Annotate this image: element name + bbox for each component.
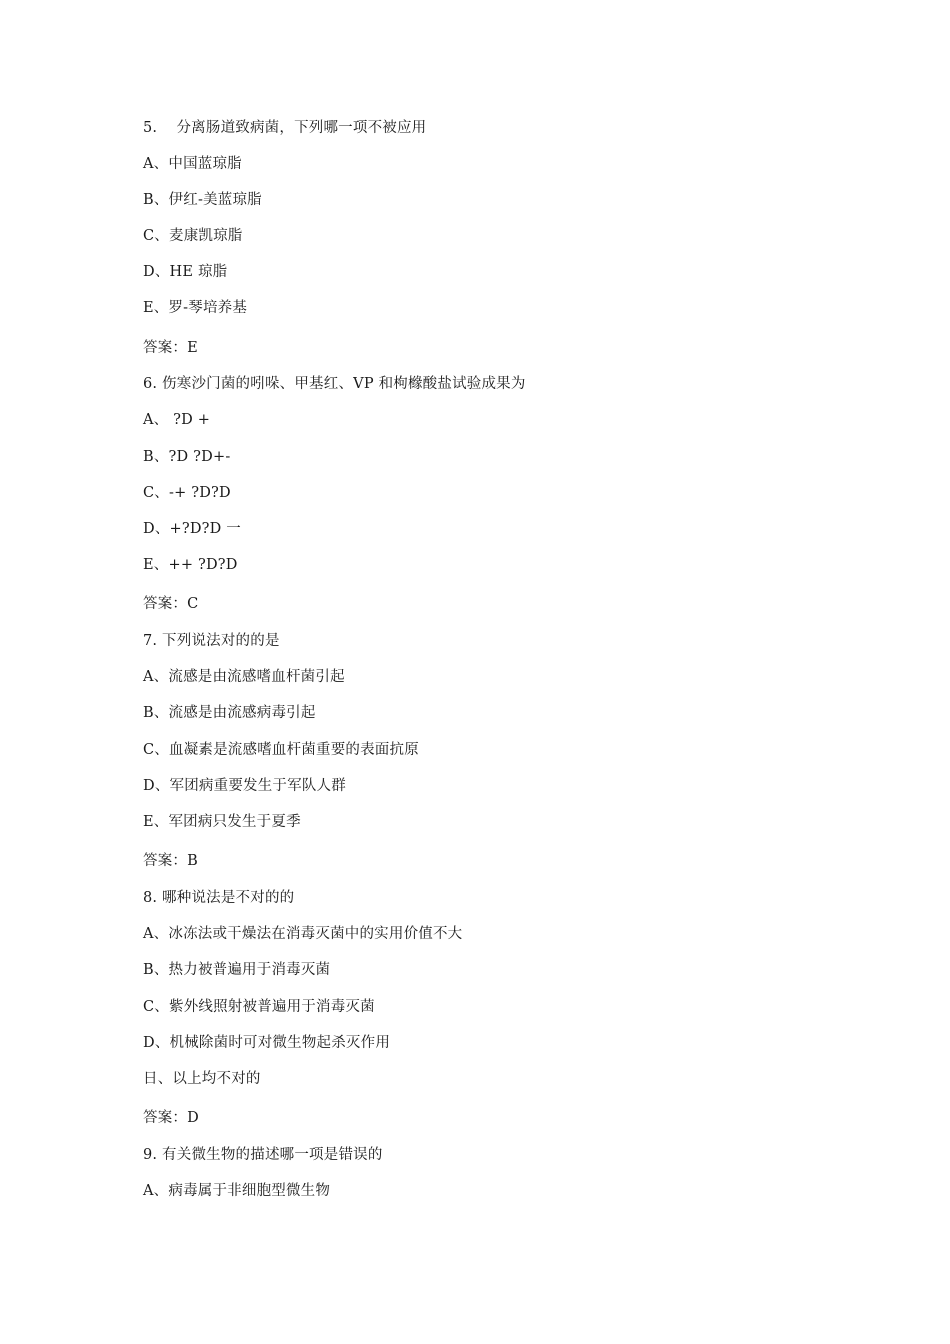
- question-5-option-a: A、中国蓝琼脂: [143, 156, 242, 172]
- question-8-stem: 8. 哪种说法是不对的的: [143, 890, 295, 906]
- question-7-option-e: E、军团病只发生于夏季: [143, 814, 301, 830]
- question-8-option-c: C、紫外线照射被普遍用于消毒灭菌: [143, 999, 375, 1015]
- question-6-option-a: A、 ?D +: [143, 412, 211, 428]
- question-7-option-b: B、流感是由流感病毒引起: [143, 705, 316, 721]
- question-6-answer: 答案：C: [143, 596, 199, 612]
- question-8-option-a: A、冰冻法或干燥法在消毒灭菌中的实用价值不大: [143, 926, 463, 942]
- question-8-option-e: 日、以上均不对的: [143, 1071, 261, 1087]
- question-8-option-b: B、热力被普遍用于消毒灭菌: [143, 962, 331, 978]
- question-6-option-c: C、-+ ?D?D: [143, 485, 231, 501]
- question-8-option-d: D、机械除菌时可对微生物起杀灭作用: [143, 1035, 391, 1051]
- question-5-answer: 答案：E: [143, 340, 198, 356]
- question-7-stem: 7. 下列说法对的的是: [143, 633, 280, 649]
- question-9-stem: 9. 有关微生物的描述哪一项是错误的: [143, 1147, 383, 1163]
- question-6-stem: 6. 伤寒沙门菌的吲哚、甲基红、VP 和枸橼酸盐试验成果为: [143, 376, 526, 392]
- question-5-option-e: E、罗-琴培养基: [143, 300, 248, 316]
- question-6-option-d: D、+?D?D 一: [143, 521, 241, 537]
- question-5-option-c: C、麦康凯琼脂: [143, 228, 243, 244]
- question-7-option-d: D、军团病重要发生于军队人群: [143, 778, 346, 794]
- question-6-option-e: E、++ ?D?D: [143, 557, 238, 573]
- question-5-option-d: D、HE 琼脂: [143, 264, 228, 280]
- question-7-answer: 答案：B: [143, 853, 198, 869]
- question-7-option-c: C、血凝素是流感嗜血杆菌重要的表面抗原: [143, 742, 419, 758]
- question-8-answer: 答案：D: [143, 1110, 199, 1126]
- question-5-option-b: B、伊红-美蓝琼脂: [143, 192, 262, 208]
- question-9-option-a: A、病毒属于非细胞型微生物: [143, 1183, 331, 1199]
- question-5-stem: 5. 分离肠道致病菌，下列哪一项不被应用: [143, 120, 427, 136]
- question-6-option-b: B、?D ?D+-: [143, 449, 231, 465]
- question-7-option-a: A、流感是由流感嗜血杆菌引起: [143, 669, 345, 685]
